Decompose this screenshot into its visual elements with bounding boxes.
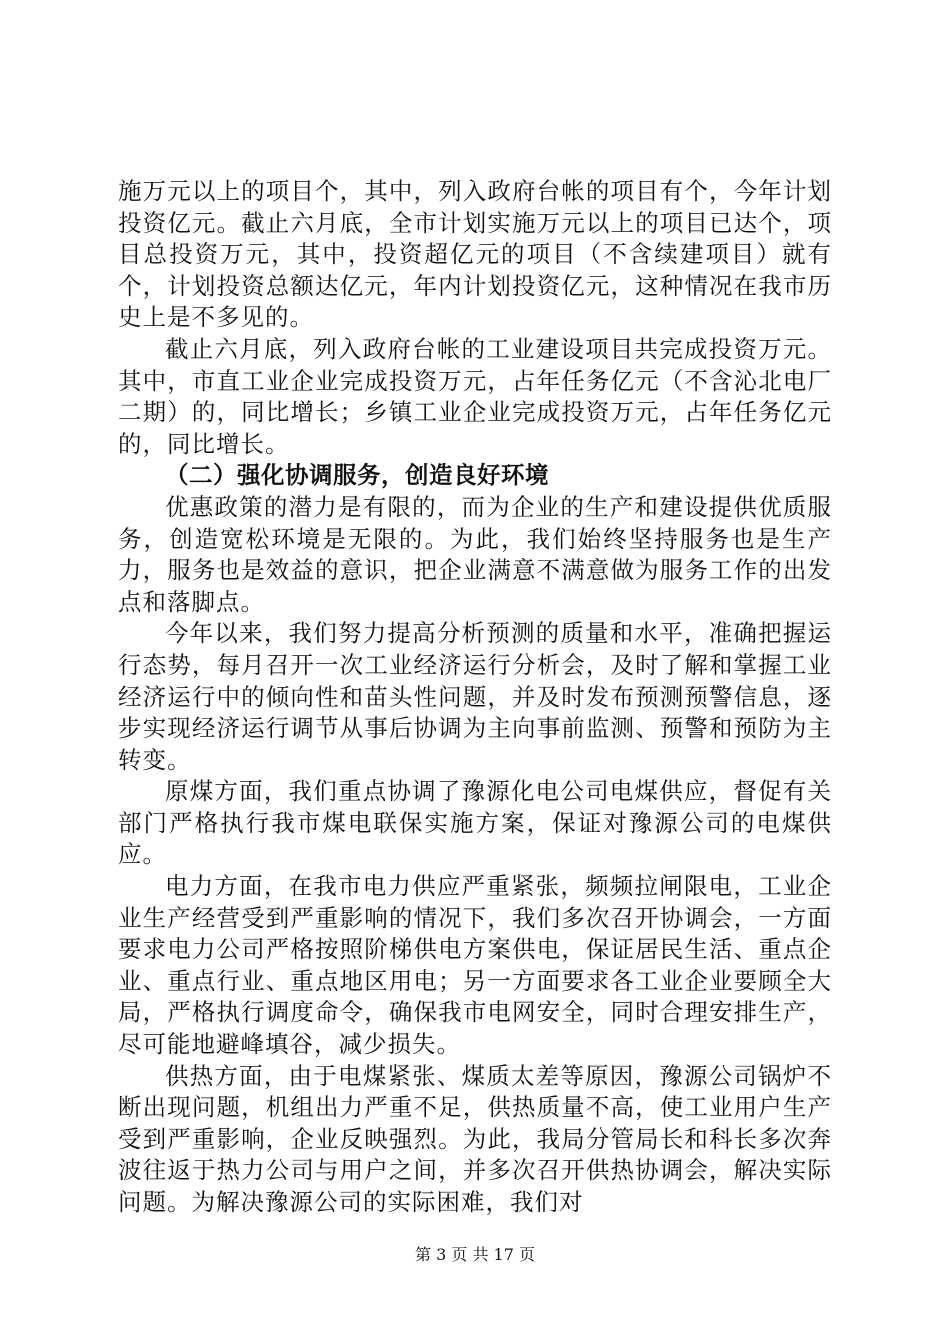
- paragraph-investment-completion: 截止六月底，列入政府台帐的工业建设项目共完成投资万元。其中，市直工业企业完成投资万元，占年任务亿元（不含沁北电厂二期）的，同比增长；乡镇工业企业完成投资万元，占年任务亿元的，同比增长。: [118, 334, 832, 458]
- document-body: [118, 176, 832, 1219]
- section-heading: （二）强化协调服务，创造良好环境: [165, 461, 549, 490]
- paragraph-service-policy: 优惠政策的潜力是有限的，而为企业的生产和建设提供优质服务，创造宽松环境是无限的。为此，我们始终坚持服务也是生产力，服务也是效益的意识，把企业满意不满意做为服务工作的出发点和落脚点。: [118, 492, 832, 616]
- paragraph-power-supply: 电力方面，在我市电力供应严重紧张，频频拉闸限电，工业企业生产经营受到严重影响的情况下，我们多次召开协调会，一方面要求电力公司严格按照阶梯供电方案供电，保证居民生活、重点企业、重点行业、重点地区用电；另一方面要求各工业企业要顾全大局，严格执行调度命令，确保我市电网安全，同时合理安排生产，尽可能地避峰填谷，减少损失。: [118, 872, 832, 1059]
- paragraph-heat-supply: 供热方面，由于电煤紧张、煤质太差等原因，豫源公司锅炉不断出现问题，机组出力严重不足，供热质量不高，使工业用户生产受到严重影响，企业反映强烈。为此，我局分管局长和科长多次奔波往返于热力公司与用户之间，并多次召开供热协调会，解决实际问题。为解决豫源公司的实际困难，我们对: [118, 1061, 832, 1216]
- paragraph-economic-analysis: 今年以来，我们努力提高分析预测的质量和水平，准确把握运行态势，每月召开一次工业经济运行分析会，及时了解和掌握工业经济运行中的倾向性和苗头性问题，并及时发布预测预警信息，逐步实现经济运行调节从事后协调为主向事前监测、预警和预防为主转变。: [118, 619, 832, 774]
- paragraph-project-summary: 施万元以上的项目个，其中，列入政府台帐的项目有个，今年计划投资亿元。截止六月底，全市计划实施万元以上的项目已达个，项目总投资万元，其中，投资超亿元的项目（不含续建项目）就有个，计划投资总额达亿元，年内计划投资亿元，这种情况在我市历史上是不多见的。: [118, 177, 832, 332]
- page-number-footer: 第 3 页 共 17 页: [415, 1245, 535, 1264]
- paragraph-coal-supply: 原煤方面，我们重点协调了豫源化电公司电煤供应，督促有关部门严格执行我市煤电联保实施方案，保证对豫源公司的电煤供应。: [118, 777, 832, 869]
